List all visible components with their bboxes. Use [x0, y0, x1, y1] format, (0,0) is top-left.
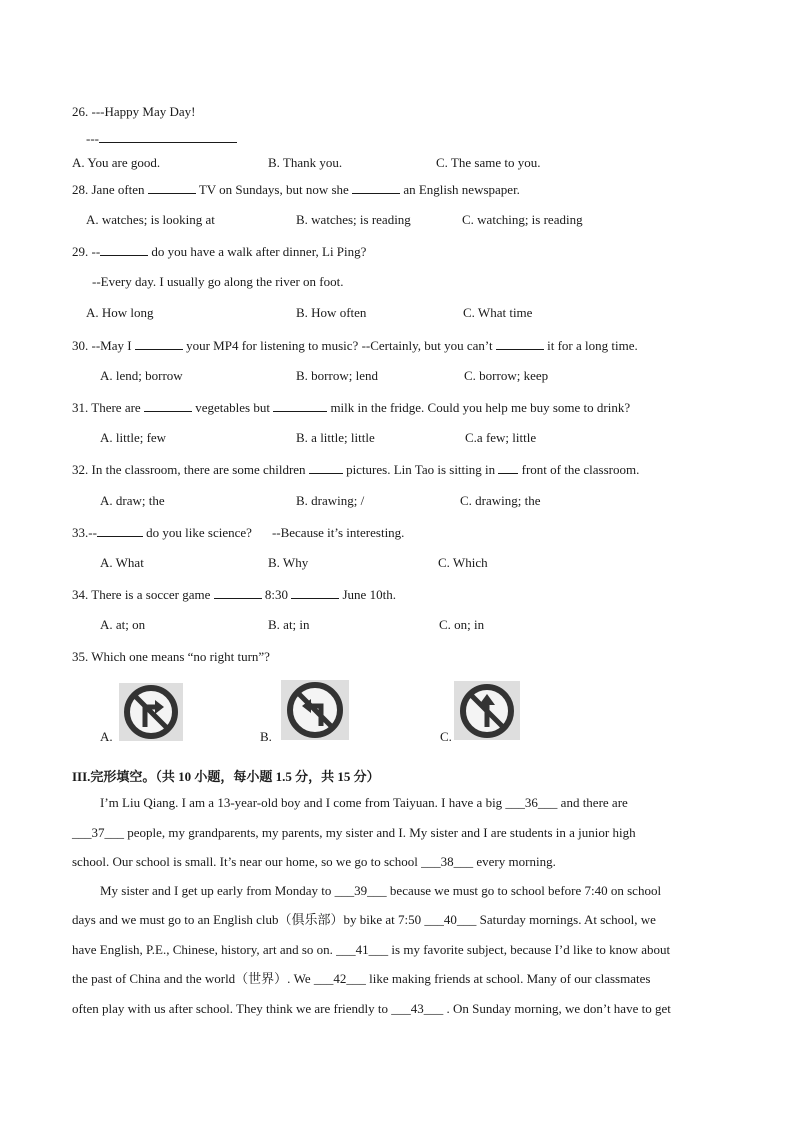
question-32-option-c: C. drawing; the [460, 493, 541, 508]
question-28-option-a: A. watches; is looking at [86, 212, 215, 227]
question-26-reply [86, 130, 237, 147]
answer-blank[interactable] [135, 337, 183, 350]
no-right-turn-icon [119, 683, 183, 741]
no-straight-sign [454, 681, 520, 740]
question-33-option-c: C. Which [438, 555, 488, 570]
no-left-turn-icon [281, 680, 349, 740]
answer-blank[interactable] [100, 243, 148, 256]
stem-part: an English newspaper. [400, 182, 520, 197]
answer-blank[interactable] [498, 461, 518, 474]
question-29-stem [72, 243, 366, 260]
question-26-option-c: C. The same to you. [436, 155, 541, 170]
reply-prefix: --- [86, 131, 99, 146]
passage-line: have English, P.E., Chinese, history, art and so on. ___41___ is my favorite subject, because I’d like to know about [72, 942, 671, 957]
stem-part: it for a long time. [543, 338, 638, 353]
question-34-option-b: B. at; in [268, 617, 310, 632]
question-29-reply: --Every day. I usually go along the river on foot. [92, 274, 344, 289]
answer-blank[interactable] [148, 181, 196, 194]
question-30-option-c: C. borrow; keep [464, 368, 549, 383]
no-left-turn-sign [281, 680, 349, 740]
stem-part: 30. --May I [72, 338, 135, 353]
question-30-option-a: A. lend; borrow [100, 368, 183, 383]
passage-line: the past of China and the world（世界）. We ___42___ like making friends at school. Many of our classmates [72, 971, 651, 986]
question-33-option-a: A. What [100, 555, 144, 570]
stem-part: pictures. Lin Tao is sitting in [342, 462, 499, 477]
stem-part: 31. There are [72, 400, 144, 415]
question-34-option-a: A. at; on [100, 617, 146, 632]
question-29-option-c: C. What time [463, 305, 533, 320]
stem-part: milk in the fridge. Could you help me buy some to drink? [327, 400, 631, 415]
question-31-option-c: C.a few; little [465, 430, 537, 445]
question-31-option-b: B. a little; little [296, 430, 375, 445]
answer-blank[interactable] [214, 586, 262, 599]
question-35-option-a-label: A. [100, 729, 113, 744]
section-3-title: III.完形填空。（共 10 小题，每小题 1.5 分，共 15 分） [72, 769, 380, 784]
stem-part: 29. -- [72, 244, 101, 259]
question-31-stem [72, 399, 630, 416]
answer-blank[interactable] [144, 399, 192, 412]
question-28-option-b: B. watches; is reading [296, 212, 411, 227]
stem-part: front of the classroom. [518, 462, 640, 477]
question-35-option-c-label: C. [440, 729, 452, 744]
stem-part: TV on Sundays, but now she [195, 182, 353, 197]
question-26-option-a: A. You are good. [72, 155, 161, 170]
answer-blank[interactable] [291, 586, 339, 599]
passage-line: often play with us after school. They think we are friendly to ___43___ . On Sunday morning, we don’t have to get [72, 1001, 671, 1016]
stem-part: 28. Jane often [72, 182, 148, 197]
question-30-option-b: B. borrow; lend [296, 368, 378, 383]
question-29-option-b: B. How often [296, 305, 367, 320]
question-32-stem [72, 461, 639, 478]
stem-part: do you like science? [142, 525, 252, 540]
no-straight-ahead-icon [454, 681, 520, 740]
passage-line: My sister and I get up early from Monday to ___39___ because we must go to school before 7:40 on school [100, 883, 662, 898]
answer-blank[interactable] [352, 181, 400, 194]
question-33-stem [72, 524, 404, 541]
stem-part: do you have a walk after dinner, Li Ping? [148, 244, 367, 259]
no-right-turn-sign [119, 683, 183, 741]
passage-line: I’m Liu Qiang. I am a 13-year-old boy and I come from Taiyuan. I have a big ___36___ and there are [100, 795, 628, 810]
question-31-option-a: A. little; few [100, 430, 167, 445]
question-28-stem [72, 181, 520, 198]
question-26-option-b: B. Thank you. [268, 155, 343, 170]
question-34-stem [72, 586, 396, 603]
question-35-stem: 35. Which one means “no right turn”? [72, 649, 270, 664]
question-32-option-a: A. draw; the [100, 493, 165, 508]
stem-part: your MP4 for listening to music? --Certainly, but you can’t [182, 338, 496, 353]
passage-line: ___37___ people, my grandparents, my parents, my sister and I. My sister and I are students in a junior high [72, 825, 636, 840]
stem-part: 8:30 [261, 587, 292, 602]
answer-blank[interactable] [97, 524, 143, 537]
stem-part: June 10th. [339, 587, 396, 602]
answer-blank[interactable] [99, 130, 237, 143]
stem-part: --Because it’s interesting. [271, 525, 405, 540]
question-29-option-a: A. How long [86, 305, 154, 320]
stem-part: 34. There is a soccer game [72, 587, 214, 602]
stem-part: vegetables but [191, 400, 274, 415]
stem-part: 32. In the classroom, there are some children [72, 462, 309, 477]
question-34-option-c: C. on; in [439, 617, 485, 632]
question-28-option-c: C. watching; is reading [462, 212, 583, 227]
question-32-option-b: B. drawing; / [296, 493, 365, 508]
stem-part: 33.-- [72, 525, 97, 540]
answer-blank[interactable] [273, 399, 327, 412]
question-26-stem: 26. ---Happy May Day! [72, 104, 196, 119]
question-35-option-b-label: B. [260, 729, 272, 744]
question-33-option-b: B. Why [268, 555, 309, 570]
answer-blank[interactable] [496, 337, 544, 350]
passage-line: days and we must go to an English club（俱乐部）by bike at 7:50 ___40___ Saturday mornings. At school, we [72, 912, 656, 927]
question-30-stem [72, 337, 638, 354]
answer-blank[interactable] [309, 461, 343, 474]
passage-line: school. Our school is small. It’s near our home, so we go to school ___38___ every morning. [72, 854, 556, 869]
